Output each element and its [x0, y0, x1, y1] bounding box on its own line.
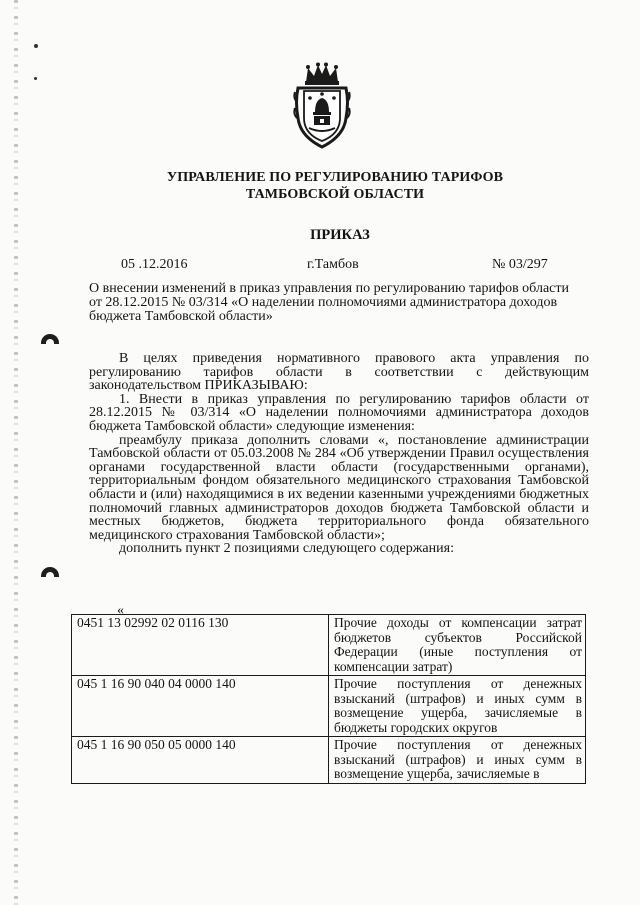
subject-line: О внесении изменений в приказ управления по регулированию тарифов области	[89, 281, 569, 296]
document-type-title: ПРИКАЗ	[310, 227, 370, 243]
preamble-amendment-paragraph: преамбулу приказа дополнить словами «, постановление администрации Тамбовской области от 05.03.2008 № 284 «Об утверждении Правил осуществления органами государственной власти области (государственными органами), территориальным фондом обязательного медицинского страхования Тамбовской области и (или) находящимися в их ведении казенными учреждениями бюджетных полномочий главных администраторов доходов бюджета Тамбовской области и местных бюджетов, бюджета территориального фонда обязательного медицинского страхования Тамбовской области»;	[89, 432, 589, 543]
revenue-code-cell: 0451 13 02992 02 0116 130	[72, 615, 329, 676]
order-city: г.Тамбов	[307, 257, 359, 272]
punch-hole-mark	[41, 567, 59, 577]
revenue-codes-table	[71, 614, 586, 784]
table-row	[72, 615, 586, 676]
revenue-code-cell: 045 1 16 90 040 04 0000 140	[72, 676, 329, 737]
scan-left-edge	[14, 0, 18, 905]
order-subject	[89, 282, 589, 324]
revenue-description-cell: Прочие доходы от компенсации затрат бюджетов субъектов Российской Федерации (иные поступления от компенсации затрат)	[329, 615, 586, 676]
table-row	[72, 676, 586, 737]
revenue-description-cell: Прочие поступления от денежных взысканий (штрафов) и иных сумм в возмещение ущерба, зачисляемые в	[329, 737, 586, 784]
tambov-coat-of-arms-icon	[292, 62, 352, 150]
scan-speck	[34, 77, 37, 80]
table-row	[72, 737, 586, 784]
clause-1-paragraph: 1. Внести в приказ управления по регулированию тарифов области от 28.12.2015 № 03/314 «О наделении полномочиями администратора доходов бюджета Тамбовской области» следующие изменения:	[89, 391, 589, 434]
revenue-code-cell: 045 1 16 90 050 05 0000 140	[72, 737, 329, 784]
order-body	[89, 352, 589, 556]
opening-quote-mark: «	[117, 603, 124, 618]
subject-line: бюджета Тамбовской области»	[89, 309, 273, 324]
preamble-paragraph: В целях приведения нормативного правового акта управления по регулированию тарифов области в соответствии с действующим законодательством ПРИКАЗЫВАЮ:	[89, 351, 589, 394]
subject-line: от 28.12.2015 № 03/314 «О наделении полномочиями администратора доходов	[89, 295, 558, 310]
scan-speck	[34, 44, 38, 48]
agency-name-line1: УПРАВЛЕНИЕ ПО РЕГУЛИРОВАНИЮ ТАРИФОВ	[166, 170, 504, 185]
order-number: № 03/297	[492, 257, 548, 272]
point-2-amendment-paragraph: дополнить пункт 2 позициями следующего содержания:	[119, 541, 454, 557]
order-date: 05 .12.2016	[121, 257, 188, 272]
revenue-description-cell: Прочие поступления от денежных взысканий (штрафов) и иных сумм в возмещение ущерба, зачисляемые в бюджеты городских округов	[329, 676, 586, 737]
punch-hole-mark	[41, 334, 59, 344]
agency-name-line2: ТАМБОВСКОЙ ОБЛАСТИ	[245, 187, 425, 202]
